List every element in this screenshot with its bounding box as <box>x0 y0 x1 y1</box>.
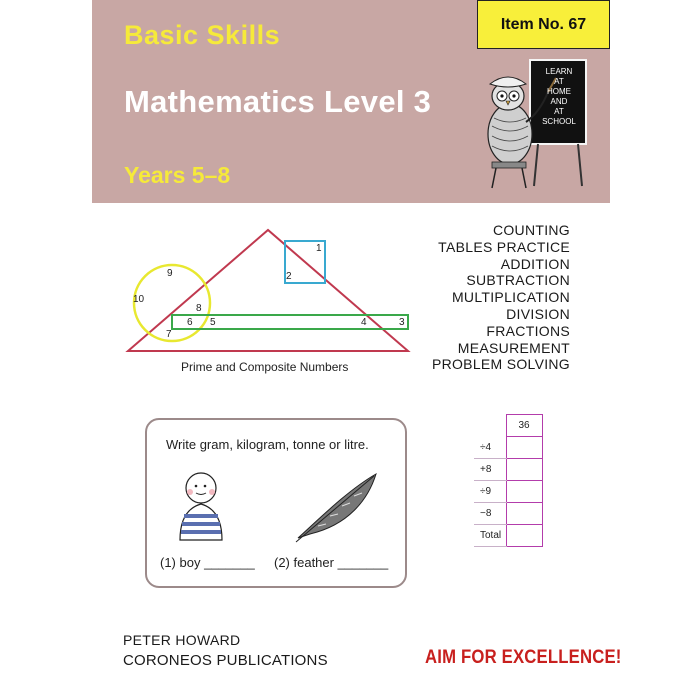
topics-list <box>432 222 570 373</box>
diagram-caption: Prime and Composite Numbers <box>181 360 349 374</box>
main-title: Mathematics Level 3 <box>124 84 432 119</box>
board-line: AT <box>554 77 564 86</box>
topic-item: FRACTIONS <box>486 322 570 339</box>
table-row <box>474 415 542 437</box>
board-line: LEARN <box>545 67 573 76</box>
answer-cell <box>506 525 542 547</box>
answer-cell <box>506 481 542 503</box>
start-value-cell: 36 <box>506 415 542 437</box>
publisher-name: CORONEOS PUBLICATIONS <box>123 652 328 669</box>
feather-illustration <box>288 470 382 544</box>
operation-label: Total <box>474 525 506 547</box>
operation-label: ÷9 <box>474 481 506 503</box>
operations-table <box>474 414 543 547</box>
diagram-number: 6 <box>187 317 193 328</box>
prime-composite-diagram <box>120 225 420 365</box>
years-label: Years 5–8 <box>124 162 231 188</box>
diagram-number: 4 <box>361 317 367 328</box>
exercise-instruction: Write gram, kilogram, tonne or litre. <box>166 437 369 452</box>
topic-item: MULTIPLICATION <box>451 289 570 306</box>
board-line: SCHOOL <box>542 117 576 126</box>
chalkboard-text <box>536 67 582 127</box>
topic-item: PROBLEM SOLVING <box>431 356 570 373</box>
answer-cell <box>506 437 542 459</box>
topic-item: MEASUREMENT <box>457 339 570 356</box>
answer-feather: (2) feather _______ <box>274 555 389 570</box>
operation-label: ÷4 <box>474 437 506 459</box>
operation-label: +8 <box>474 459 506 481</box>
diagram-number: 1 <box>316 243 322 254</box>
topic-item: ADDITION <box>500 255 570 272</box>
diagram-number: 2 <box>286 271 292 282</box>
table-row <box>474 525 542 547</box>
diagram-number: 9 <box>167 268 173 279</box>
series-title: Basic Skills <box>124 20 281 50</box>
board-line: AND <box>550 97 568 106</box>
board-line: HOME <box>547 87 571 96</box>
answer-cell <box>506 459 542 481</box>
diagram-number: 3 <box>399 317 405 328</box>
topic-item: COUNTING <box>492 222 570 238</box>
diagram-number: 7 <box>166 329 172 340</box>
topic-item: TABLES PRACTICE <box>438 238 570 255</box>
slogan: AIM FOR EXCELLENCE! <box>425 647 622 668</box>
table-row <box>474 459 542 481</box>
diagram-number: 5 <box>210 317 216 328</box>
diagram-number: 10 <box>133 294 145 305</box>
answer-boy: (1) boy _______ <box>160 555 255 570</box>
author-name: PETER HOWARD <box>123 632 241 648</box>
item-number-badge: Item No. 67 <box>477 0 610 49</box>
operation-label: −8 <box>474 503 506 525</box>
diagram-number: 8 <box>196 303 202 314</box>
topic-item: DIVISION <box>506 305 570 322</box>
board-line: AT <box>554 107 564 116</box>
table-row <box>474 503 542 525</box>
table-row <box>474 481 542 503</box>
topic-item: SUBTRACTION <box>466 272 570 289</box>
table-row <box>474 437 542 459</box>
answer-cell <box>506 503 542 525</box>
boy-illustration <box>176 468 226 542</box>
